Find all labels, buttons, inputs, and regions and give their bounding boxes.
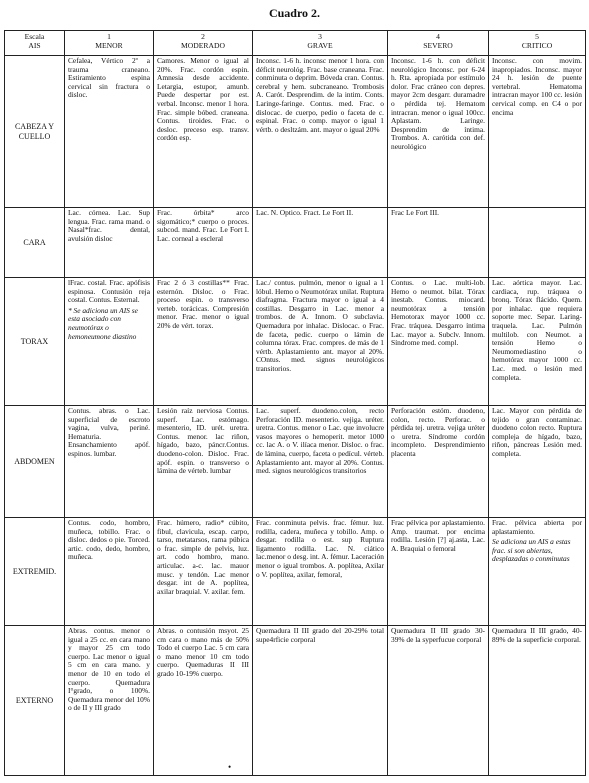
header-scale-line1: Escala (24, 32, 45, 41)
row-label: TORAX (5, 278, 65, 406)
header-label: SEVERO (423, 41, 453, 50)
header-col-menor (65, 31, 154, 56)
cell-moderado: Frac 2 ó 3 costillas** Frac. esternón. Disloc. o Frac. proceso espin. o transverso verteb. torácicas. Compresión menor. Frac. menor o igual 20% de vért. torax. (154, 278, 253, 406)
header-num: 4 (436, 32, 440, 41)
cell-moderado: Camores. Menor o igual al 20%. Frac. cordón espin. Amnesia desde accidente. Letargia, estupor, amunb. Puede despertar por est. verbal. Inconsc. menor 1 hora. Frac. simple bóbed. craneana. Contus. tiroides. Frac. o desloc. preceso esp. transv. cordón esp. (154, 56, 253, 208)
header-col-critico (489, 31, 586, 56)
header-scale (5, 31, 65, 56)
table-row-externo (5, 626, 586, 776)
cell-moderado: Abras. o contusión msyot. 25 cm cara o mano más de 50% Todo el cuerpo Lac. 5 cm cara o mano menor 10 cm todo cuerpo. Quemaduras II III grado 10-19% cuerpo. (154, 626, 253, 776)
cell-severo: Inconsc. 1-6 h. con déficit neurológico Inconsc. por 6-24 h. Rta. apropiada por estímulo dolor. Frac cráneo con depres. mayor 2cm desgarr. duramadre o pérdida tej. Hematom intracran. menor o igual 100cc. Aplastam. Laringe. Desprendim de íntima. Trombos. A. carótida con def. neurológico (388, 56, 489, 208)
footnote-text: * Se adiciona un AIS se esta asociado con neumotórax o hemoneumone diastino (68, 305, 138, 341)
table-row-cabeza (5, 56, 586, 208)
cell-menor: Contus. abras. o Lac. superficial de escroto vagina, vulva, periné. Hematuria. Ensanchamiento apóf. espinos. lumbar. (65, 406, 154, 518)
stray-mark: • (228, 762, 232, 772)
header-num: 3 (318, 32, 322, 41)
table-title: Cuadro 2. (268, 6, 321, 20)
cell-menor: Cefalea, Vértico 2º a trauma craneano. Estiramiento espina cervical sin fractura o disloc. (65, 56, 154, 208)
header-num: 2 (201, 32, 205, 41)
cell-severo: Quemadura II III grado 30-39% de la syperfucue corporal (388, 626, 489, 776)
ais-table (4, 30, 586, 776)
cell-moderado: Frac. húmero, radio* cúbito, fibul, clavicula, escap. carpo, tarso, metatarsos, rama púbica o frac. simple de pelvis, luz. art. codo hombro, mano. articulac. a-c. lac. mauor musc. y tendón. Lac menor desgar. int de A. poplítea, axilar braquial. V. axilar. fem. (154, 518, 253, 626)
cell-grave: Lac./ contus. pulmón, menor o igual a 1 lóbul. Hemo o Neumotórax unilat. Ruptura diafragma. Fractura mayor o igual a 4 costillas. Desgarro in Lac. menor a trombos. de A. Innom. O subclavia. Quemadura por inhalac. Dislocac. o Frac. de faceta, pedic. cuerpo o lámin de columna tórax. Frac. compres. de más de 1 vértb. Aplastamiento ant. mayor al 20%. COntus. med. signos neurológicos transitorios. (253, 278, 388, 406)
cell-menor: Abras. contus. menor o igual a 25 cc. en cara mano y mayor 25 cm todo cuerpo. Lac menor o igual 5 cm en cara mano. y menor de 10 en todo el cuerpo. Quemadura I°grado, o 100%. Quemadura menor del 10% o de II y III grado (65, 626, 154, 776)
header-col-severo (388, 31, 489, 56)
cell-critico (489, 518, 586, 626)
table-header-row (5, 31, 586, 56)
table-row-torax (5, 278, 586, 406)
row-label: EXTREMID. (5, 518, 65, 626)
header-num: 5 (535, 32, 539, 41)
cell-grave: Frac. conminuta pelvis. frac. fémur. luz. rodilla, cadera, muñeca y tobillo. Amp. o desgar. rodilla o est. sup Ruptura ligamento rodilla. Lac. N. ciático lac.menor o desg. int. A. fémur. Laceración menor o igual trombos. A. poplítea, Axilar o V. poplítea, axilar, femoral, (253, 518, 388, 626)
header-col-moderado (154, 31, 253, 56)
cell-moderado: Frac. órbita* arco sigomático;* cuerpo o proces. subcod. mand. Frac. Le Fort I. Lac. corneal a escleral (154, 208, 253, 278)
cell-critico: Lac. aórtica mayor. Lac. cardiaca, rup. tráquea o bronq. Tórax flácido. Quem. por inhalac. que requiera soporte mec. Separ. Laring-traquela. Lac. Pulmón multilob. con Neumot. a tensión Hemo o Neumomediastino o hemotórax mayor 1000 cc. Lac. med. o lesión med completa. (489, 278, 586, 406)
header-label: MENOR (95, 41, 123, 50)
cell-grave: Inconsc. 1-6 h. inconsc menor 1 hora. con déficit neurológ. Frac. base craneana. Frac. conminuta o deprim. Bóveda cran. Contus. cerebral y hem. subcraneano. Trombosis A. Carót. Desprendim. de la intim. Conts. Laringe-faringe. Contus. med. Frac. o dislocac. de cuerpo, pedio o faceta de c. espinal. Frac. o comp. mayor o igual 1 vértb. o desltzám. ant. mayor o igual 20% (253, 56, 388, 208)
cell-severo: Contus. o Lac. multi-lob. Hemo o neumot. bilat. Tórax inestab. Contus. miocard. neumotórax a tensión Hemotorax mayor 1000 cc. Frac. tráquea. Desgarro íntima Lac. mayor a. Subclv. Innom. Síndrome med. compl. (388, 278, 489, 406)
cell-menor: Lac. córnea. Lac. Sup lengua. Frac. rama mand. o Nasal*frac. dental, avulsión disloc (65, 208, 154, 278)
row-label: ABDOMEN (5, 406, 65, 518)
row-label: EXTERNO (5, 626, 65, 776)
cell-menor (65, 278, 154, 406)
header-num: 1 (107, 32, 111, 41)
row-label: CABEZA Y CUELLO (5, 56, 65, 208)
cell-moderado: Lesión raíz nerviosa Contus. superf. Lac. estómago. mesenterio, ID. urét. uretra. Contus. menor. lac riñon, hígado, bazo, páncr.Contus. duodeno-colon. Disloc. Frac. apóf. espin. o transverso o lámina de vérteb. lumbar (154, 406, 253, 518)
cell-critico: Lac. Mayor con pérdida de tejido o gran contaminac. duodeno colon recto. Ruptura compleja de hígado, bazo, riñon, páncreas Lesión med. completa. (489, 406, 586, 518)
cell-menor: Contus. codo, hombro, muñeca, tobillo. Frac. o disloc. dedos o pie. Torced. artic. codo, dedo, hombro, muñeca. (65, 518, 154, 626)
row-label: CARA (5, 208, 65, 278)
header-scale-line2: AIS (28, 41, 41, 50)
table-row-abdomen (5, 406, 586, 518)
cell-critico (489, 208, 586, 278)
cell-severo: Perforación estóm. duodeno, colon, recto. Perforac. o pérdida tej. uretra. vejiga uréter o uretra. Síndrome cordón incompleto. Desprendimiento placenta (388, 406, 489, 518)
cell-grave: Lac. superf. duodeno.colon, recto Perforación ID. mesenterio. vejiga. uréter. uretra. Contus. menor o Lac. que involucre vasos mayores o hemoperit. metor 1000 cc. lac A. o V. ilíaca menor. Disloc. o frac. de lámina, cuerpo, faceta o pedícul. vérteb. Aplastamiento ant. mayor al 20%. Contus. med. signos neurológicos transitorios (253, 406, 388, 518)
cell-severo: Frac pélvica por aplastamiento. Amp. traumat. por encima rodilla. Lesión [?] aj.asta, Lac. A. Braquial o femoral (388, 518, 489, 626)
table-row-cara (5, 208, 586, 278)
cell-text: Frac. pélvica abierta por aplastamiento. (492, 518, 582, 536)
cell-grave: Quemadura II III grado del 20-29% total supe4rficie corporal (253, 626, 388, 776)
cell-critico: Inconsc. con movim. inapropiados. Inconsc. mayor 24 h. lesión de puente vertebral. Hematoma intracran mayor 100 cc. lesión cervical comp. en C4 o por encima (489, 56, 586, 208)
cell-critico: Quemadura II III grado, 40-89% de la superficie corporal. (489, 626, 586, 776)
header-label: CRITICO (521, 41, 553, 50)
header-col-grave (253, 31, 388, 56)
cell-text: lFrac. costal. Frac. apófisis espinosa. Contusión reja costal. Contus. Esternal. (68, 278, 150, 305)
cell-severo: Frac Le Fort III. (388, 208, 489, 278)
table-row-extremid (5, 518, 586, 626)
cell-grave: Lac. N. Optico. Fract. Le Fort II. (253, 208, 388, 278)
footnote-text: Se adiciona un AIS a estas frac. si son abiertas, desplazadas o conminutas (492, 537, 571, 564)
header-label: MODERADO (181, 41, 225, 50)
header-label: GRAVE (307, 41, 333, 50)
